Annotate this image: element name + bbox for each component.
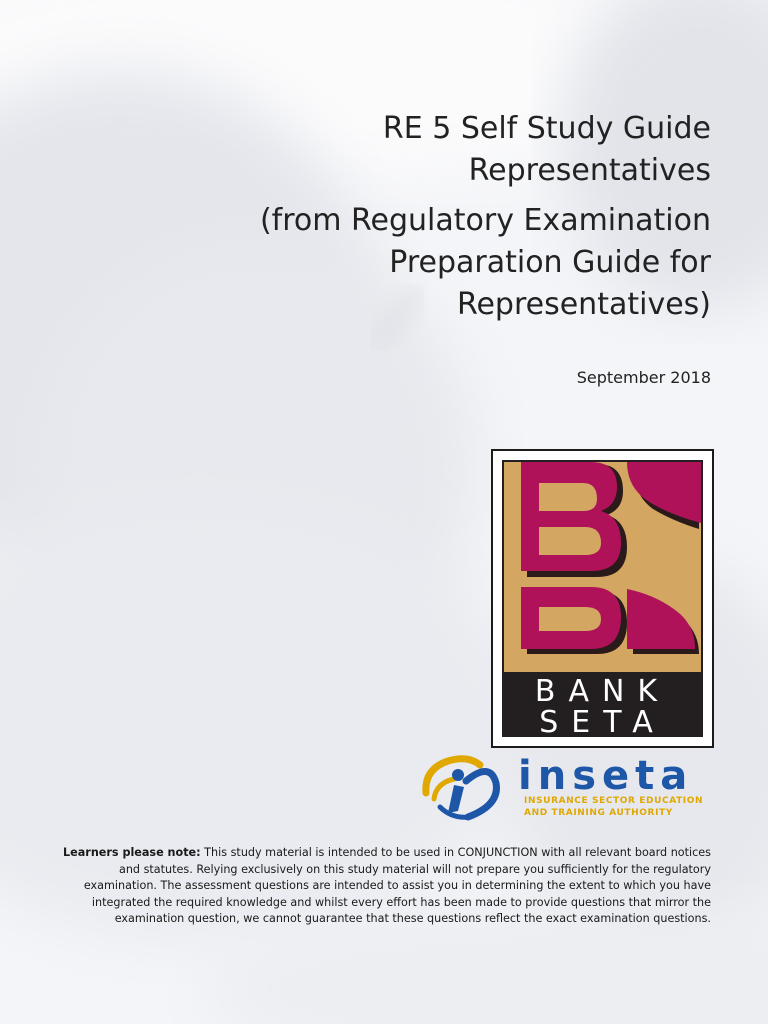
inseta-subtitle [524,795,703,819]
title-line-5: Representatives) [456,287,711,322]
learners-note [51,845,711,928]
inseta-subtitle-line-2: AND TRAINING AUTHORITY [524,808,673,818]
inseta-wordmark: inseta [518,753,694,799]
title-line-1: RE 5 Self Study Guide [382,111,711,146]
publication-date: September 2018 [576,368,711,387]
title-line-3: (from Regulatory Examination [259,203,711,238]
document-title [151,108,711,326]
title-line-4: Preparation Guide for [389,245,711,280]
bankseta-word-seta: SETA [539,705,666,740]
inseta-subtitle-line-1: INSURANCE SECTOR EDUCATION [524,796,704,806]
note-body: This study material is intended to be used in CONJUNCTION with all relevant board notices and statutes. Relying exclusively on this study material will not prepare you sufficiently for the regulatory examination. The assessment questions are intended to assist you in determining the extent to which you have integrated the required knowledge and whilst every effort has been made to provide questions that mirror the examination question, we cannot guarantee that these questions reflect the exact examination questions. [83,846,711,926]
inseta-logo [414,753,724,823]
inseta-emblem-icon [414,753,514,823]
title-line-2: Representatives [468,153,711,188]
note-lead: Learners please note: [63,846,201,859]
bankseta-word-bank: BANK [534,674,671,709]
bankseta-logo [491,449,714,748]
